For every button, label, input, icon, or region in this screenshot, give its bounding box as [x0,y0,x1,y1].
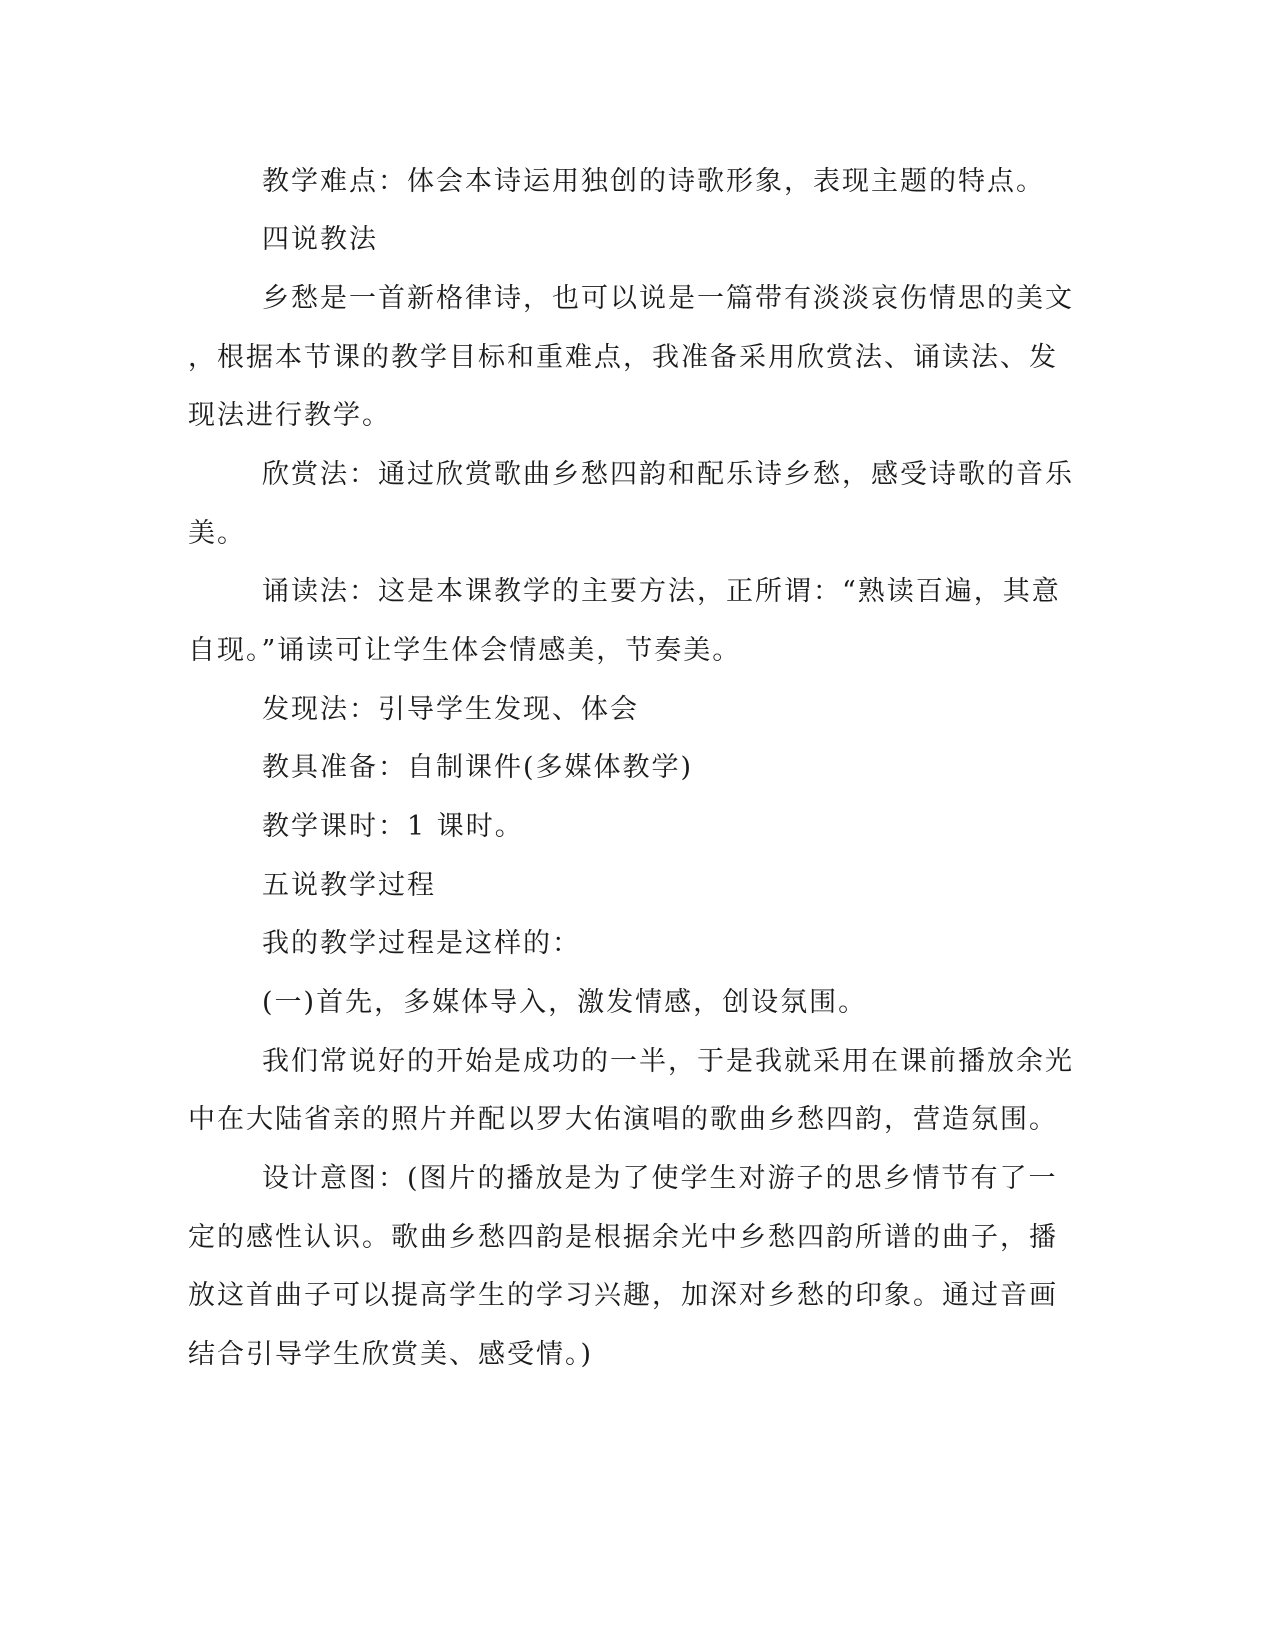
paragraph-line: 乡愁是一首新格律诗，也可以说是一篇带有淡淡哀伤情思的美文 [262,283,1074,314]
paragraph-line: 教学课时：1 课时。 [262,811,524,842]
section-heading: 五说教学过程 [262,870,436,901]
paragraph-line: 我们常说好的开始是成功的一半，于是我就采用在课前播放余光 [262,1046,1074,1077]
section-heading: 四说教法 [262,224,378,255]
paragraph-line: 教学难点：体会本诗运用独创的诗歌形象，表现主题的特点。 [262,166,1045,197]
paragraph-line: 定的感性认识。歌曲乡愁四韵是根据余光中乡愁四韵所谱的曲子，播 [188,1222,1058,1253]
paragraph-line: 设计意图：(图片的播放是为了使学生对游子的思乡情节有了一 [262,1163,1058,1194]
paragraph-line: 放这首曲子可以提高学生的学习兴趣，加深对乡愁的印象。通过音画 [188,1280,1058,1311]
paragraph-line: 自现。”诵读可让学生体会情感美，节奏美。 [188,635,742,666]
paragraph-line: 教具准备：自制课件(多媒体教学) [262,752,694,783]
paragraph-line: ，根据本节课的教学目标和重难点，我准备采用欣赏法、诵读法、发 [188,342,1058,373]
paragraph-line: 结合引导学生欣赏美、感受情。) [188,1339,594,1370]
paragraph-line: 中在大陆省亲的照片并配以罗大佑演唱的歌曲乡愁四韵，营造氛围。 [188,1104,1058,1135]
paragraph-line: (一)首先，多媒体导入，激发情感，创设氛围。 [262,987,868,1018]
paragraph-line: 诵读法：这是本课教学的主要方法，正所谓：“熟读百遍，其意 [262,576,1061,607]
paragraph-line: 美。 [188,518,246,549]
paragraph-line: 现法进行教学。 [188,400,391,431]
paragraph-line: 发现法：引导学生发现、体会 [262,694,639,725]
paragraph-line: 欣赏法：通过欣赏歌曲乡愁四韵和配乐诗乡愁，感受诗歌的音乐 [262,459,1074,490]
paragraph-line: 我的教学过程是这样的： [262,928,581,959]
